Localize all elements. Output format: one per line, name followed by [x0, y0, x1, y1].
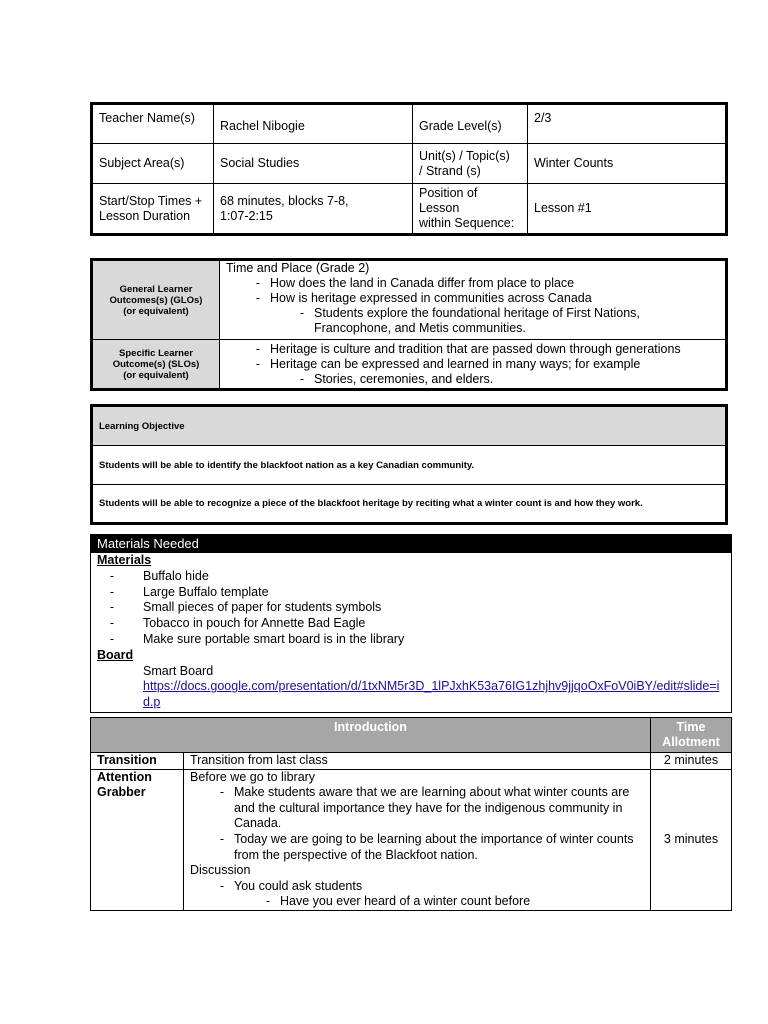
list-item: - How does the land in Canada differ from place to place: [255, 276, 575, 290]
slo-label-line-2: Outcome(s) (SLOs): [112, 358, 200, 370]
list-item: - Today we are going to be learning about the importance of winter counts from the perspective of the Blackfoot nation.: [219, 831, 634, 862]
learner-outcomes-table: [90, 258, 728, 391]
learning-objective-box: [90, 404, 728, 525]
list-item: - How is heritage expressed in communities across Canada: [255, 291, 592, 305]
glo-label-line-1: General Learner: [119, 283, 193, 295]
teacher-label: Teacher Name(s): [92, 104, 214, 144]
slo-label-line-1: Specific Learner: [119, 347, 193, 359]
subject-label: Subject Area(s): [92, 144, 214, 184]
list-item: - Students explore the foundational heritage of First Nations,: [299, 306, 640, 320]
times-label: [92, 184, 214, 235]
unit-value: Winter Counts: [528, 144, 727, 184]
objective-1: Students will be able to identify the blackfoot nation as a key Canadian community.: [93, 446, 725, 485]
discussion-label: Discussion: [190, 863, 251, 878]
introduction-header: Introduction: [91, 718, 651, 753]
teacher-value: Rachel Nibogie: [214, 104, 413, 144]
position-label-line-1: Position of Lesson: [419, 186, 478, 215]
introduction-table: [90, 717, 732, 911]
grade-label: Grade Level(s): [413, 104, 528, 144]
glo-title: Time and Place (Grade 2): [226, 261, 370, 275]
list-item: - Large Buffalo template: [109, 584, 269, 599]
list-item: - Stories, ceremonies, and elders.: [299, 372, 494, 386]
list-item: - Have you ever heard of a winter count before: [265, 894, 531, 909]
list-item: - Tobacco in pouch for Annette Bad Eagle: [109, 616, 366, 631]
transition-time: 2 minutes: [651, 753, 732, 770]
times-value: [214, 184, 413, 235]
position-label-line-2: within Sequence:: [419, 216, 515, 230]
materials-section: [90, 534, 732, 713]
lesson-info-table: [90, 102, 728, 236]
subject-value: Social Studies: [214, 144, 413, 184]
transition-text: Transition from last class: [184, 753, 651, 770]
list-item: - Heritage is culture and tradition that are passed down through generations: [255, 342, 681, 356]
slo-label: [92, 340, 220, 390]
list-item: - Heritage can be expressed and learned in many ways; for example: [255, 357, 641, 371]
glo-label-line-3: (or equivalent): [123, 305, 189, 317]
position-label: [413, 184, 528, 235]
unit-label-line-2: / Strand (s): [419, 163, 481, 178]
unit-label: [413, 144, 528, 184]
list-item: - Make students aware that we are learning about what winter counts are and the cultural importance they have for the indigenous community in Canada.: [219, 785, 630, 831]
before-library: Before we go to library: [190, 769, 316, 784]
times-label-line-2: Lesson Duration: [99, 208, 191, 223]
unit-label-line-1: Unit(s) / Topic(s): [419, 148, 510, 163]
attention-label: Attention Grabber: [91, 769, 184, 910]
board-item: Smart Board: [143, 663, 214, 678]
grade-value: 2/3: [528, 104, 727, 144]
glo-content: [220, 260, 727, 340]
list-item: - Buffalo hide: [109, 568, 209, 583]
times-label-line-1: Start/Stop Times +: [99, 193, 203, 208]
glo-label: [92, 260, 220, 340]
time-allotment-header: Time Allotment: [651, 718, 732, 753]
list-item-continued: Francophone, and Metis communities.: [314, 321, 526, 335]
slo-label-line-3: (or equivalent): [123, 369, 189, 381]
list-item: - Small pieces of paper for students symbols: [109, 600, 382, 615]
attention-time: 3 minutes: [651, 769, 732, 910]
position-value: Lesson #1: [528, 184, 727, 235]
learning-objective-title: Learning Objective: [93, 407, 725, 446]
list-item: - You could ask students: [219, 878, 363, 893]
times-value-line-1: 68 minutes, blocks 7-8,: [220, 193, 349, 208]
materials-header: Materials Needed: [91, 535, 731, 553]
attention-content: [184, 769, 651, 910]
list-item: - Make sure portable smart board is in the library: [109, 631, 405, 646]
board-title: Board: [97, 647, 134, 662]
times-value-line-2: 1:07-2:15: [220, 208, 273, 223]
presentation-link[interactable]: https://docs.google.com/presentation/d/1txNM5r3D_1lPJxhK53a76IG1zhjhv9jjqoOxFoV0iBY/edit#slide=i d.p: [143, 679, 720, 710]
materials-title: Materials: [97, 553, 152, 567]
glo-label-line-2: Outcomes(s) (GLOs): [109, 294, 203, 306]
slo-content: [220, 340, 727, 390]
objective-2: Students will be able to recognize a piece of the blackfoot heritage by reciting what a winter count is and how they work.: [99, 498, 643, 509]
transition-label: Transition: [91, 753, 184, 770]
